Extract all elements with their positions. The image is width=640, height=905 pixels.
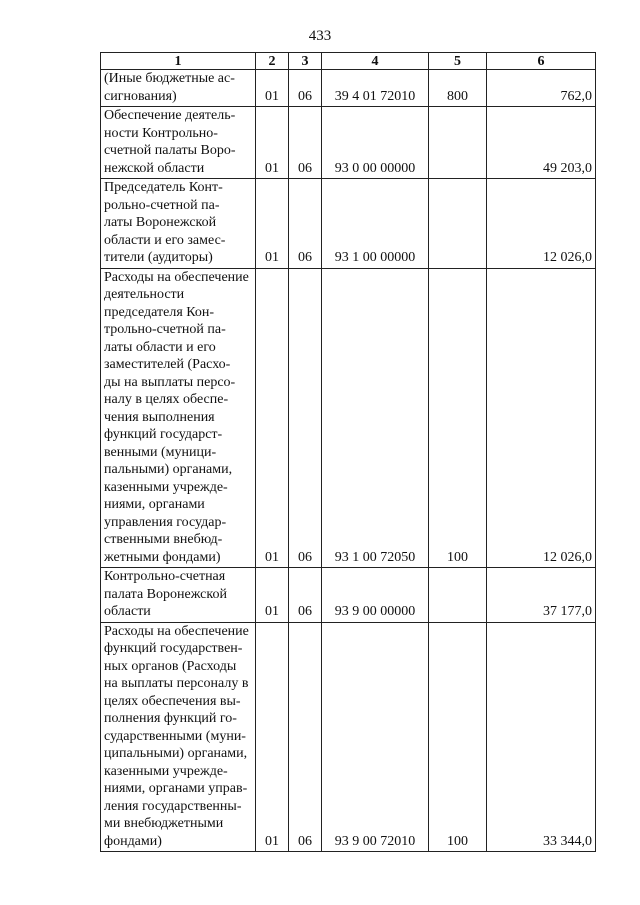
row-expense-type — [429, 568, 487, 623]
row-expense-type: 100 — [429, 622, 487, 852]
table-row — [101, 268, 596, 568]
table-row — [101, 622, 596, 852]
page-number: 433 — [308, 28, 332, 44]
table-row — [101, 70, 596, 107]
table-row — [101, 107, 596, 179]
row-subsection: 06 — [289, 70, 322, 107]
row-section: 01 — [256, 622, 289, 852]
header-col-6: 6 — [487, 53, 596, 70]
row-subsection: 06 — [289, 622, 322, 852]
row-amount: 49 203,0 — [487, 107, 596, 179]
table-header-row — [101, 53, 596, 70]
row-section: 01 — [256, 268, 289, 568]
table-row — [101, 179, 596, 269]
row-amount: 37 177,0 — [487, 568, 596, 623]
row-expense-type — [429, 179, 487, 269]
row-subsection: 06 — [289, 568, 322, 623]
row-target-code: 93 1 00 00000 — [322, 179, 429, 269]
row-target-code: 93 9 00 00000 — [322, 568, 429, 623]
row-subsection: 06 — [289, 107, 322, 179]
row-amount: 12 026,0 — [487, 268, 596, 568]
row-section: 01 — [256, 179, 289, 269]
row-expense-type: 800 — [429, 70, 487, 107]
header-col-3: 3 — [289, 53, 322, 70]
row-amount: 33 344,0 — [487, 622, 596, 852]
row-name: Расходы на обеспечение функций государствен- ных органов (Расходы на выплаты персоналу в целях обеспечения вы- полнения функций го- сударственными (муни- ципальными) органами, казенными учрежде- ниями, органами управ- ления государственны- ми внебюджетными фондами) — [101, 622, 256, 852]
row-expense-type — [429, 107, 487, 179]
header-col-1: 1 — [101, 53, 256, 70]
row-section: 01 — [256, 70, 289, 107]
row-name: (Иные бюджетные ас- сигнования) — [101, 70, 256, 107]
table-row — [101, 568, 596, 623]
row-expense-type: 100 — [429, 268, 487, 568]
budget-table — [100, 52, 596, 852]
row-name: Расходы на обеспечение деятельности председателя Кон- трольно-счетной па- латы области и его заместителей (Расхо- ды на выплаты персо- налу в целях обеспе- чения выполнения функций государст- венными (муници- пальными) органами, казенными учрежде- ниями, органами управления государ- ственными внебюд- жетными фондами) — [101, 268, 256, 568]
row-target-code: 39 4 01 72010 — [322, 70, 429, 107]
row-subsection: 06 — [289, 179, 322, 269]
row-target-code: 93 0 00 00000 — [322, 107, 429, 179]
row-amount: 12 026,0 — [487, 179, 596, 269]
row-target-code: 93 1 00 72050 — [322, 268, 429, 568]
row-name: Обеспечение деятель- ности Контрольно- счетной палаты Воро- нежской области — [101, 107, 256, 179]
row-section: 01 — [256, 107, 289, 179]
row-name: Председатель Конт- рольно-счетной па- латы Воронежской области и его замес- тители (аудиторы) — [101, 179, 256, 269]
row-subsection: 06 — [289, 268, 322, 568]
row-section: 01 — [256, 568, 289, 623]
row-target-code: 93 9 00 72010 — [322, 622, 429, 852]
header-col-2: 2 — [256, 53, 289, 70]
row-name: Контрольно-счетная палата Воронежской области — [101, 568, 256, 623]
header-col-5: 5 — [429, 53, 487, 70]
row-amount: 762,0 — [487, 70, 596, 107]
header-col-4: 4 — [322, 53, 429, 70]
